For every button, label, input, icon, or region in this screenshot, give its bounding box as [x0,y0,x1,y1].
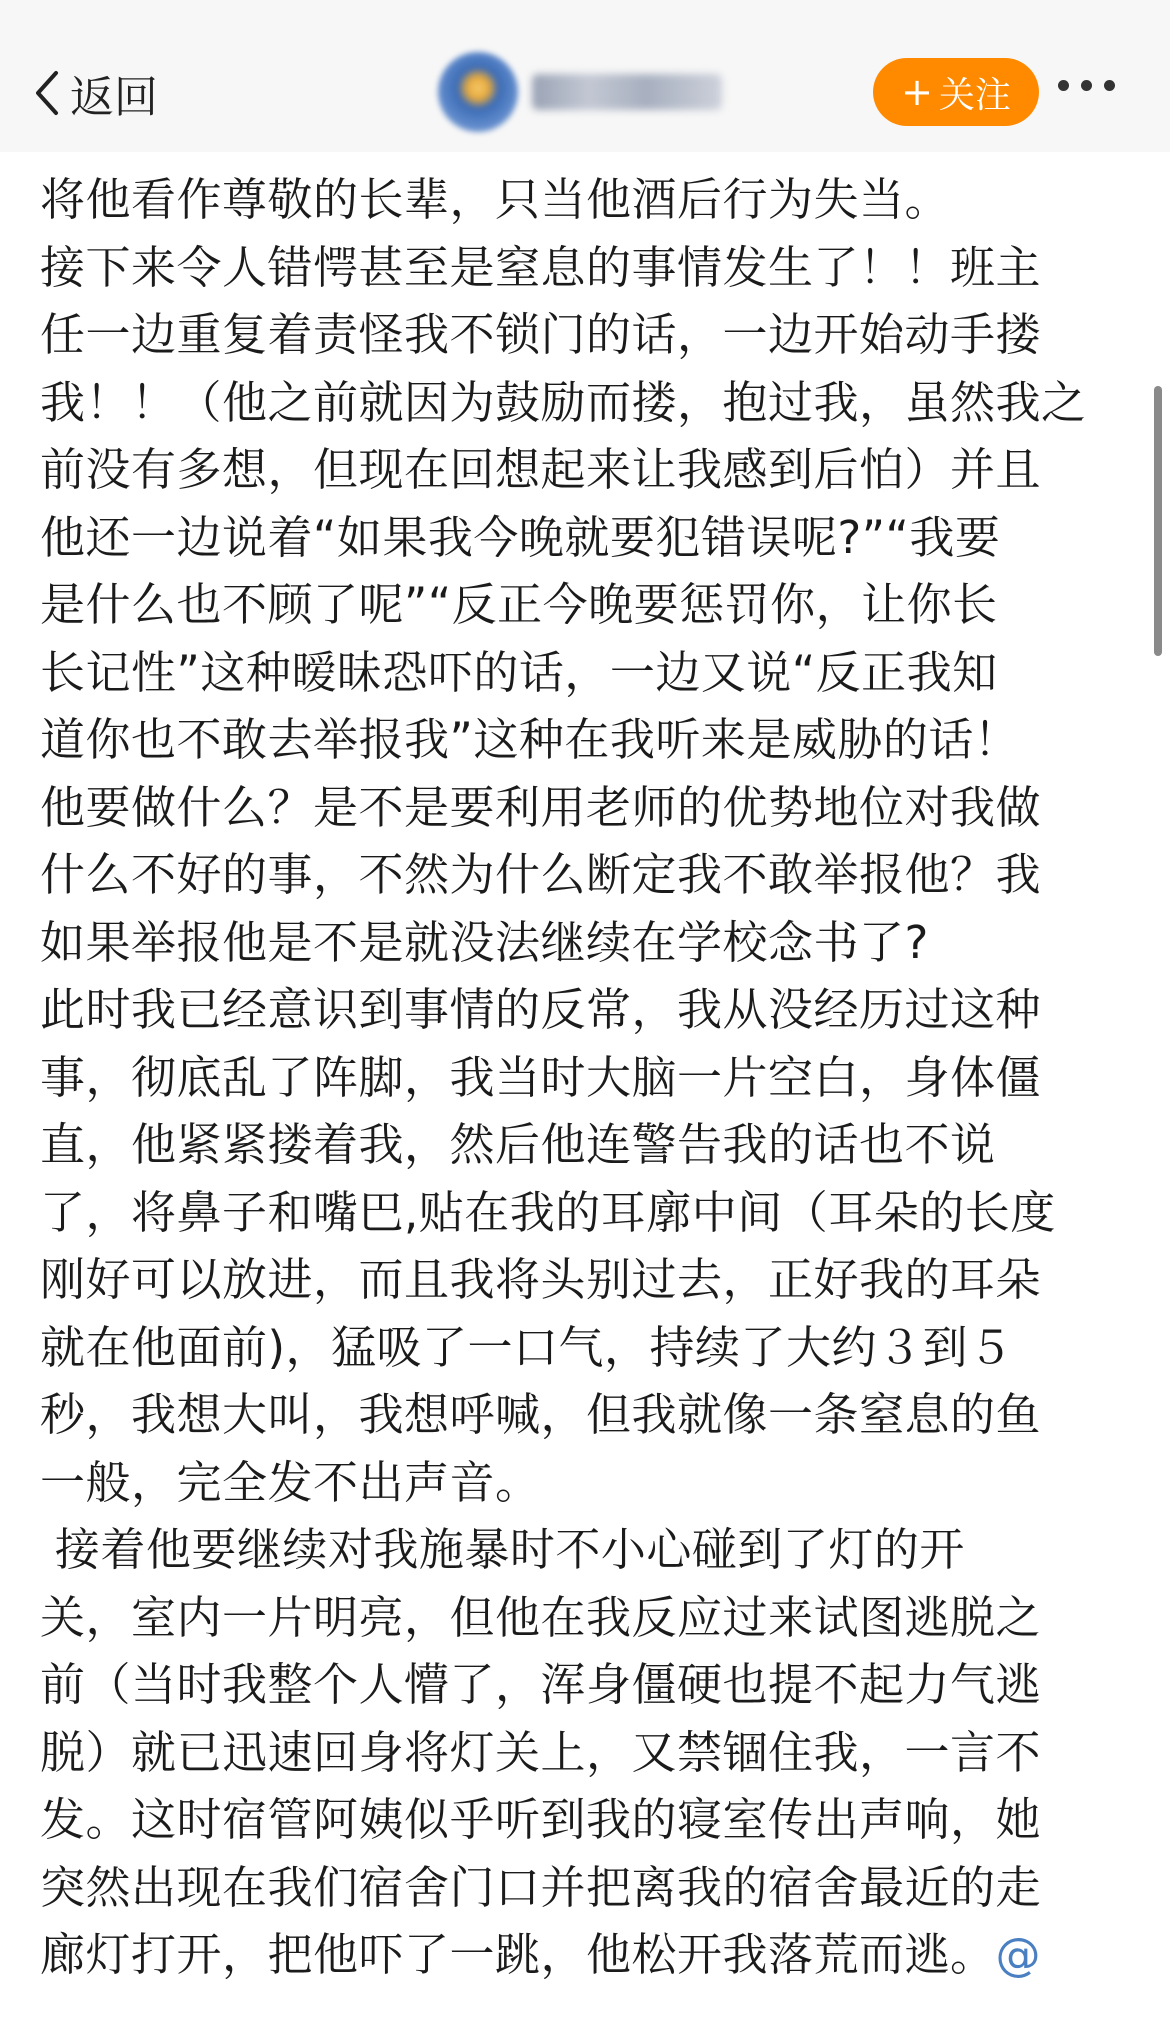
scrollbar[interactable] [1154,386,1162,656]
text-line: 接下来令人错愕甚至是窒息的事情发生了！！班主 [40,240,1042,294]
dot [1104,80,1115,91]
text-line: 脱）就已迅速回身将灯关上，又禁锢住我，一言不 [40,1725,1042,1779]
text-line: 关，室内一片明亮，但他在我反应过来试图逃脱之 [40,1590,1042,1644]
text-line: 什么不好的事，不然为什么断定我不敢举报他？我 [40,848,1042,901]
text-line: 突然出现在我们宿舍门口并把离我的宿舍最近的走 [40,1860,1042,1914]
text-line: 了，将鼻子和嘴巴,贴在我的耳廓中间（耳朵的长度 [40,1185,1056,1239]
text-line: 将他看作尊敬的长辈，只当他酒后行为失当。 [40,173,951,226]
post-body [40,166,1130,1989]
text-line: 道你也不敢去举报我”这种在我听来是威胁的话！ [40,713,1020,766]
text-line: 发。这时宿管阿姨似乎听到我的寝室传出声响，她 [40,1793,1042,1846]
back-label: 返回 [70,72,158,123]
dot [1081,80,1092,91]
follow-button[interactable] [873,58,1039,126]
text-line: 接着他要继续对我施暴时不小心碰到了灯的开 [40,1523,965,1576]
top-navigation-bar [0,0,1170,152]
text-line: 一般，完全发不出声音。 [40,1455,541,1509]
chevron-left-icon [34,70,60,116]
username[interactable] [532,74,722,110]
text-line: 如果举报他是不是就没法继续在学校念书了? [40,915,929,969]
text-line: 长记性”这种暧昧恐吓的话，一边又说“反正我知 [40,645,998,699]
text-line: 廊灯打开，把他吓了一跳，他松开我落荒而逃。 [40,1928,996,1981]
more-options-icon[interactable] [1058,80,1115,91]
back-button[interactable] [34,58,158,128]
mention-link[interactable]: @ [995,1928,1042,1981]
text-line: 事，彻底乱了阵脚，我当时大脑一片空白，身体僵 [40,1050,1042,1104]
author-profile[interactable] [438,52,722,132]
avatar[interactable] [438,52,518,132]
text-line: 此时我已经意识到事情的反常，我从没经历过这种 [40,983,1042,1036]
text-line: 他要做什么？是不是要利用老师的优势地位对我做 [40,780,1042,834]
text-line: 秒，我想大叫，我想呼喊，但我就像一条窒息的鱼 [40,1388,1042,1441]
text-line-last [40,1921,1130,1989]
follow-label: 关注 [938,74,1011,116]
text-line: 我！！（他之前就因为鼓励而搂，抱过我，虽然我之 [40,375,1087,429]
text-line: 前（当时我整个人懵了，浑身僵硬也提不起力气逃 [40,1658,1042,1711]
text-line: 前没有多想，但现在回想起来让我感到后怕）并且 [40,443,1042,496]
text-line: 是什么也不顾了呢”“反正今晚要惩罚你，让你长 [40,578,998,631]
text-line: 任一边重复着责怪我不锁门的话，一边开始动手搂 [40,308,1042,361]
text-line: 刚好可以放进，而且我将头别过去，正好我的耳朵 [40,1253,1042,1306]
plus-icon: + [901,70,933,114]
text-line: 就在他面前)，猛吸了一口气，持续了大约３到５ [40,1320,1014,1374]
text-line: 他还一边说着“如果我今晚就要犯错误呢?”“我要 [40,510,1001,564]
dot [1058,80,1069,91]
text-line: 直，他紧紧搂着我，然后他连警告我的话也不说 [40,1118,996,1171]
